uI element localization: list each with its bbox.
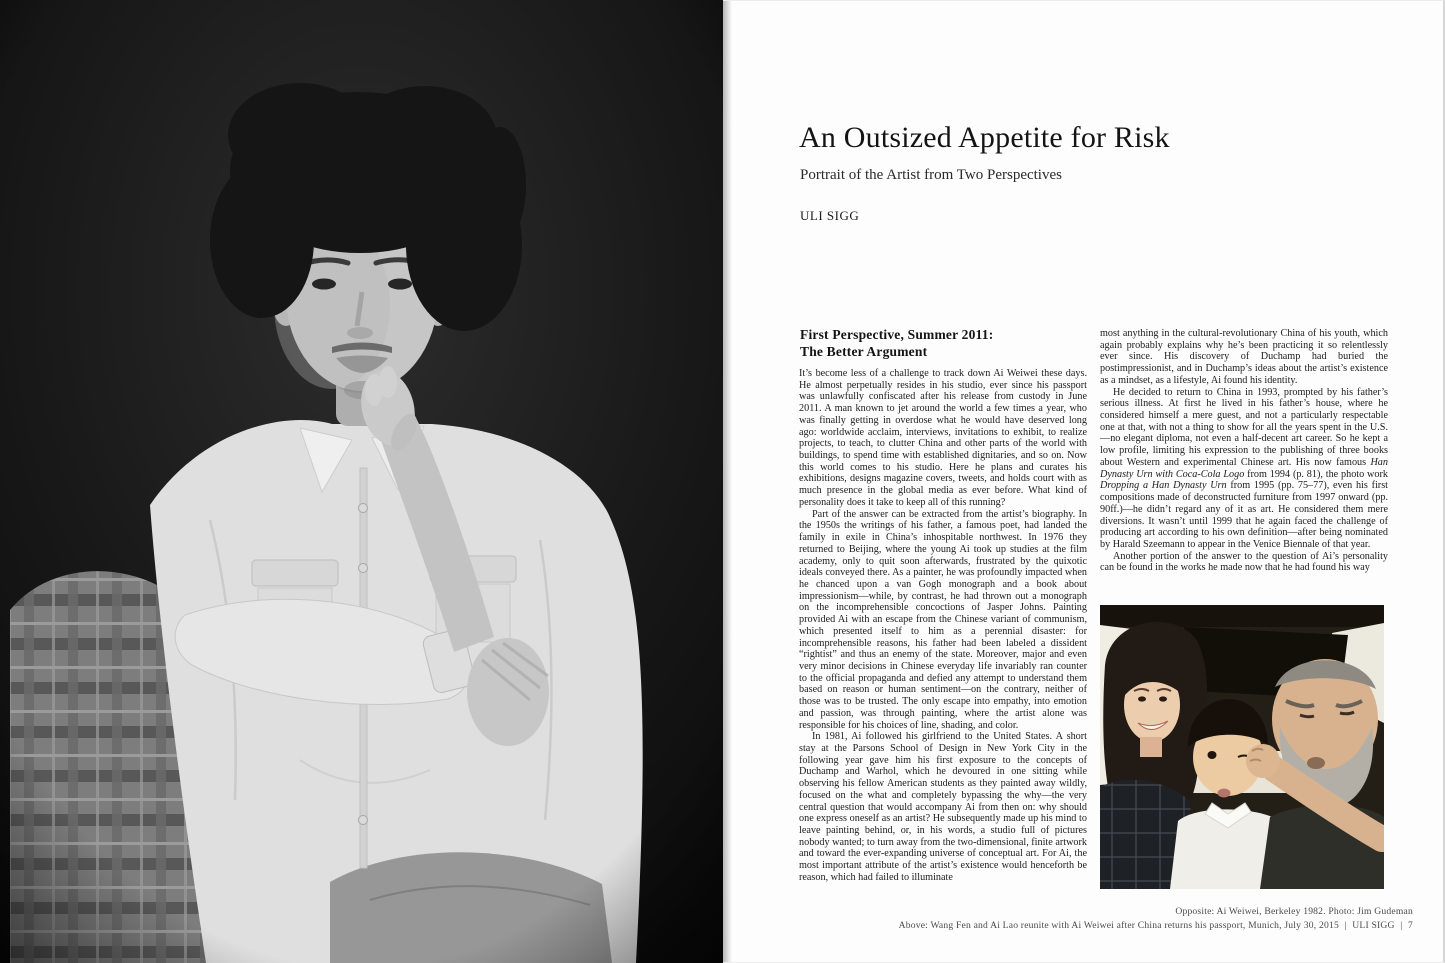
page-title: An Outsized Appetite for Risk	[799, 121, 1170, 154]
page-number: 7	[1408, 920, 1413, 931]
text-page	[723, 0, 1445, 963]
caption-separator: |	[1400, 920, 1403, 931]
author-name: ULI SIGG	[800, 208, 860, 223]
section-heading-line2: The Better Argument	[800, 344, 928, 359]
family-photo-illustration	[1100, 605, 1384, 889]
article-paragraph: Part of the answer can be extracted from the artist’s biography. In the 1950s the writings of his father, a famous poet, had landed the family in exile in China’s inhospitable northwest. In 1976 they returned to Beijing, where the young Ai took up studies at the film academy, only to quit soon afterwards, frustrated by the quixotic ideals conveyed there. As a painter, he was profoundly impacted when he chanced upon a van Gogh monograph and a book about impressionism—while, by contrast, he had thrown out a monograph on the incomprehensible concoctions of Jasper Johns. Painting provided Ai with an escape from the Chinese variant of communism, which presented itself to him as a perennial disaster: for incomprehensible reasons, his father had been labeled a dissident “rightist” and thus an enemy of the state. Moreover, major and even very minor decisions in Chinese everyday life invariably ran counter to the official propaganda and defied any attempt to understand them based on reason or human sentiment—on the contrary, neither of those was to be trusted. The only escape into empathy, into emotion and passion, was through painting, where the artist alone was responsible for his choices of line, shading, and color.	[799, 508, 1087, 731]
caption-above: Above: Wang Fen and Ai Lao reunite with Ai Weiwei after China returns his passport, Munich, July 30, 2015	[898, 920, 1339, 931]
article-paragraph: Another portion of the answer to the question of Ai’s personality can be found in the works he made now that he had found his way	[1100, 550, 1388, 574]
article-paragraph: It’s become less of a challenge to track down Ai Weiwei these days. He almost perpetually resides in his studio, ever since his passport was unlawfully confiscated after his release from custody in June 2011. A man known to jet around the world a few times a year, who was finally getting in overdose what he would have deserved long ago: worldwide acclaim, interviews, invitations to exhibit, to realize projects, to teach, to clutter China and other parts of the world with buildings, to spend time with established dignitaries, and so on. Now this world comes to his studio. Here he plans and curates his exhibitions, designs magazine covers, tweets, and holds court with as much presence in the global media as ever before. What kind of personality does it take to keep all of this running?	[799, 368, 1087, 508]
caption-above-line	[899, 919, 1413, 933]
article-paragraph: He decided to return to China in 1993, prompted by his father’s serious illness. At first he lived in his father’s house, where he considered himself a mere guest, and not a particularly respectable one at that, with not a thing to show for all the years spent in the U.S.—no elegant diploma, not even a half-decent art career. So he kept a low profile, limiting his expression to the publishing of three books about Western and experimental Chinese art. His now famous Han Dynasty Urn with Coca-Cola Logo from 1994 (p. 81), the photo work Dropping a Han Dynasty Urn from 1995 (pp. 75–77), even his first compositions made of deconstructed furniture from 1997 onward (pp. 90ff.)—he didn’t regard any of it as art. He considered them mere diversions. It wasn’t until 1999 that he again faced the challenge of producing art according to his own definition—after being nominated by Harald Szeemann to appear in the Venice Biennale of that year.	[1100, 386, 1388, 550]
caption-opposite: Opposite: Ai Weiwei, Berkeley 1982. Photo: Jim Gudeman	[1175, 906, 1413, 917]
body-column-right	[1100, 328, 1388, 604]
article-paragraph: most anything in the cultural-revolutionary China of his youth, which again probably explains why he’s been practicing it so relentlessly ever since. His discovery of Duchamp had buried the postimpressionist, and in Duchamp’s ideas about the artist’s existence as a mindset, as a lifestyle, Ai found his identity.	[1100, 328, 1388, 386]
body-column-left	[799, 368, 1087, 892]
photo-captions	[899, 905, 1413, 933]
family-photo	[1100, 605, 1384, 889]
page-subtitle: Portrait of the Artist from Two Perspectives	[800, 167, 1062, 183]
caption-separator: |	[1344, 920, 1347, 931]
running-footer-author: ULI SIGG	[1352, 920, 1395, 931]
section-heading	[800, 326, 993, 360]
section-heading-line1: First Perspective, Summer 2011:	[800, 327, 994, 342]
article-paragraph: In 1981, Ai followed his girlfriend to the United States. A short stay at the Parsons School of Design in New York City in the following year gave him his first exposure to the concepts of Duchamp and Warhol, which he devoured in one sitting while observing his fellow American students as they painted away wildly, focused on the what and completely bypassing the why—the very central question that would accompany Ai from then on: why should one express oneself as an artist? He subsequently made up his mind to leave painting behind, or, in his words, a studio full of pictures nobody wanted; to turn away from the two-dimensional, finite artwork and toward the ever-expanding universe of conceptual art. For Ai, the most important attribute of the artist’s existence would henceforth be reason, which had failed to illuminate	[799, 731, 1087, 883]
